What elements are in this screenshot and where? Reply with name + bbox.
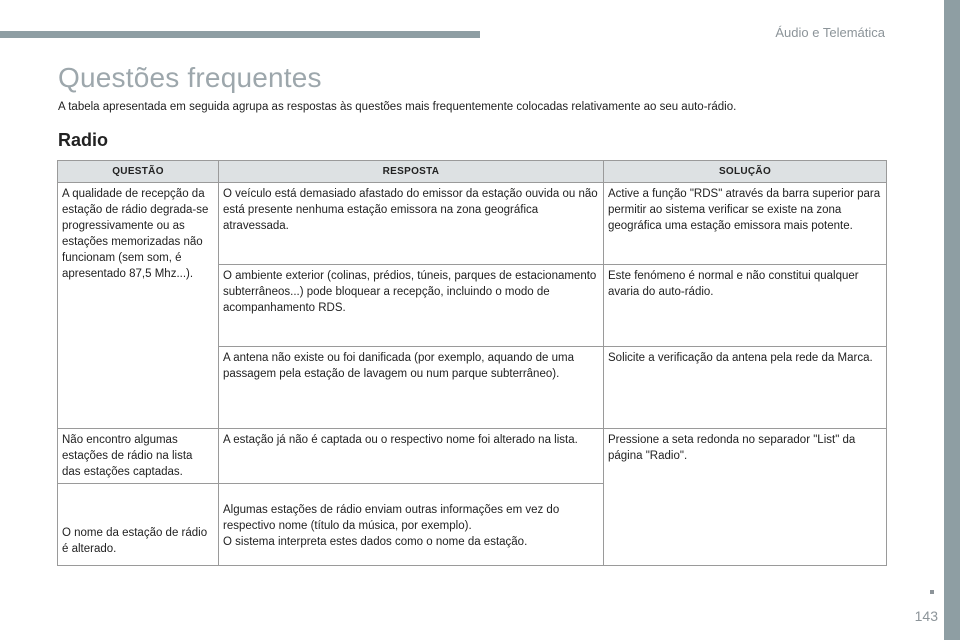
answer-cell: Algumas estações de rádio enviam outras informações em vez do respectivo nome (título da música, por exemplo). O sistema interpreta estes dados como o nome da estação. (219, 484, 604, 566)
intro-text: A tabela apresentada em seguida agrupa as respostas às questões mais frequentemente colocadas relativamente ao seu auto-rádio. (58, 101, 737, 113)
page-title: Questões frequentes (58, 62, 322, 93)
answer-cell: A antena não existe ou foi danificada (por exemplo, aquando de uma passagem pela estação de lavagem ou num parque subterrâneo). (219, 347, 604, 429)
solution-cell: Pressione a seta redonda no separador "List" da página "Radio". (604, 429, 887, 566)
section-label: Áudio e Telemática (775, 25, 885, 40)
question-cell: A qualidade de recepção da estação de rádio degrada-se progressivamente ou as estações memorizadas não funcionam (sem som, é apresentado 87,5 Mhz...). (58, 183, 219, 429)
side-accent-bar (944, 0, 960, 640)
answer-cell: O ambiente exterior (colinas, prédios, túneis, parques de estacionamento subterrâneos...) pode bloquear a recepção, incluindo o modo de acompanhamento RDS. (219, 265, 604, 347)
page-number: 143 (914, 608, 938, 624)
page-marker-dot (930, 590, 934, 594)
question-cell: Não encontro algumas estações de rádio na lista das estações captadas. (58, 429, 219, 484)
solution-cell: Solicite a verificação da antena pela rede da Marca. (604, 347, 887, 429)
header-question: QUESTÃO (58, 161, 219, 183)
solution-cell: Este fenómeno é normal e não constitui qualquer avaria do auto-rádio. (604, 265, 887, 347)
solution-cell: Active a função "RDS" através da barra superior para permitir ao sistema verificar se existe na zona geográfica uma estação emissora mais potente. (604, 183, 887, 265)
table-header-row (58, 161, 887, 183)
header-accent-bar (0, 31, 480, 38)
answer-cell: A estação já não é captada ou o respectivo nome foi alterado na lista. (219, 429, 604, 484)
faq-table (57, 160, 887, 566)
section-subtitle: Radio (58, 130, 109, 150)
table-row (58, 183, 887, 265)
question-cell: O nome da estação de rádio é alterado. (58, 484, 219, 566)
answer-cell: O veículo está demasiado afastado do emissor da estação ouvida ou não está presente nenhuma estação emissora na zona geográfica atravessada. (219, 183, 604, 265)
table-row (58, 429, 887, 484)
header-answer: RESPOSTA (219, 161, 604, 183)
header-solution: SOLUÇÃO (604, 161, 887, 183)
